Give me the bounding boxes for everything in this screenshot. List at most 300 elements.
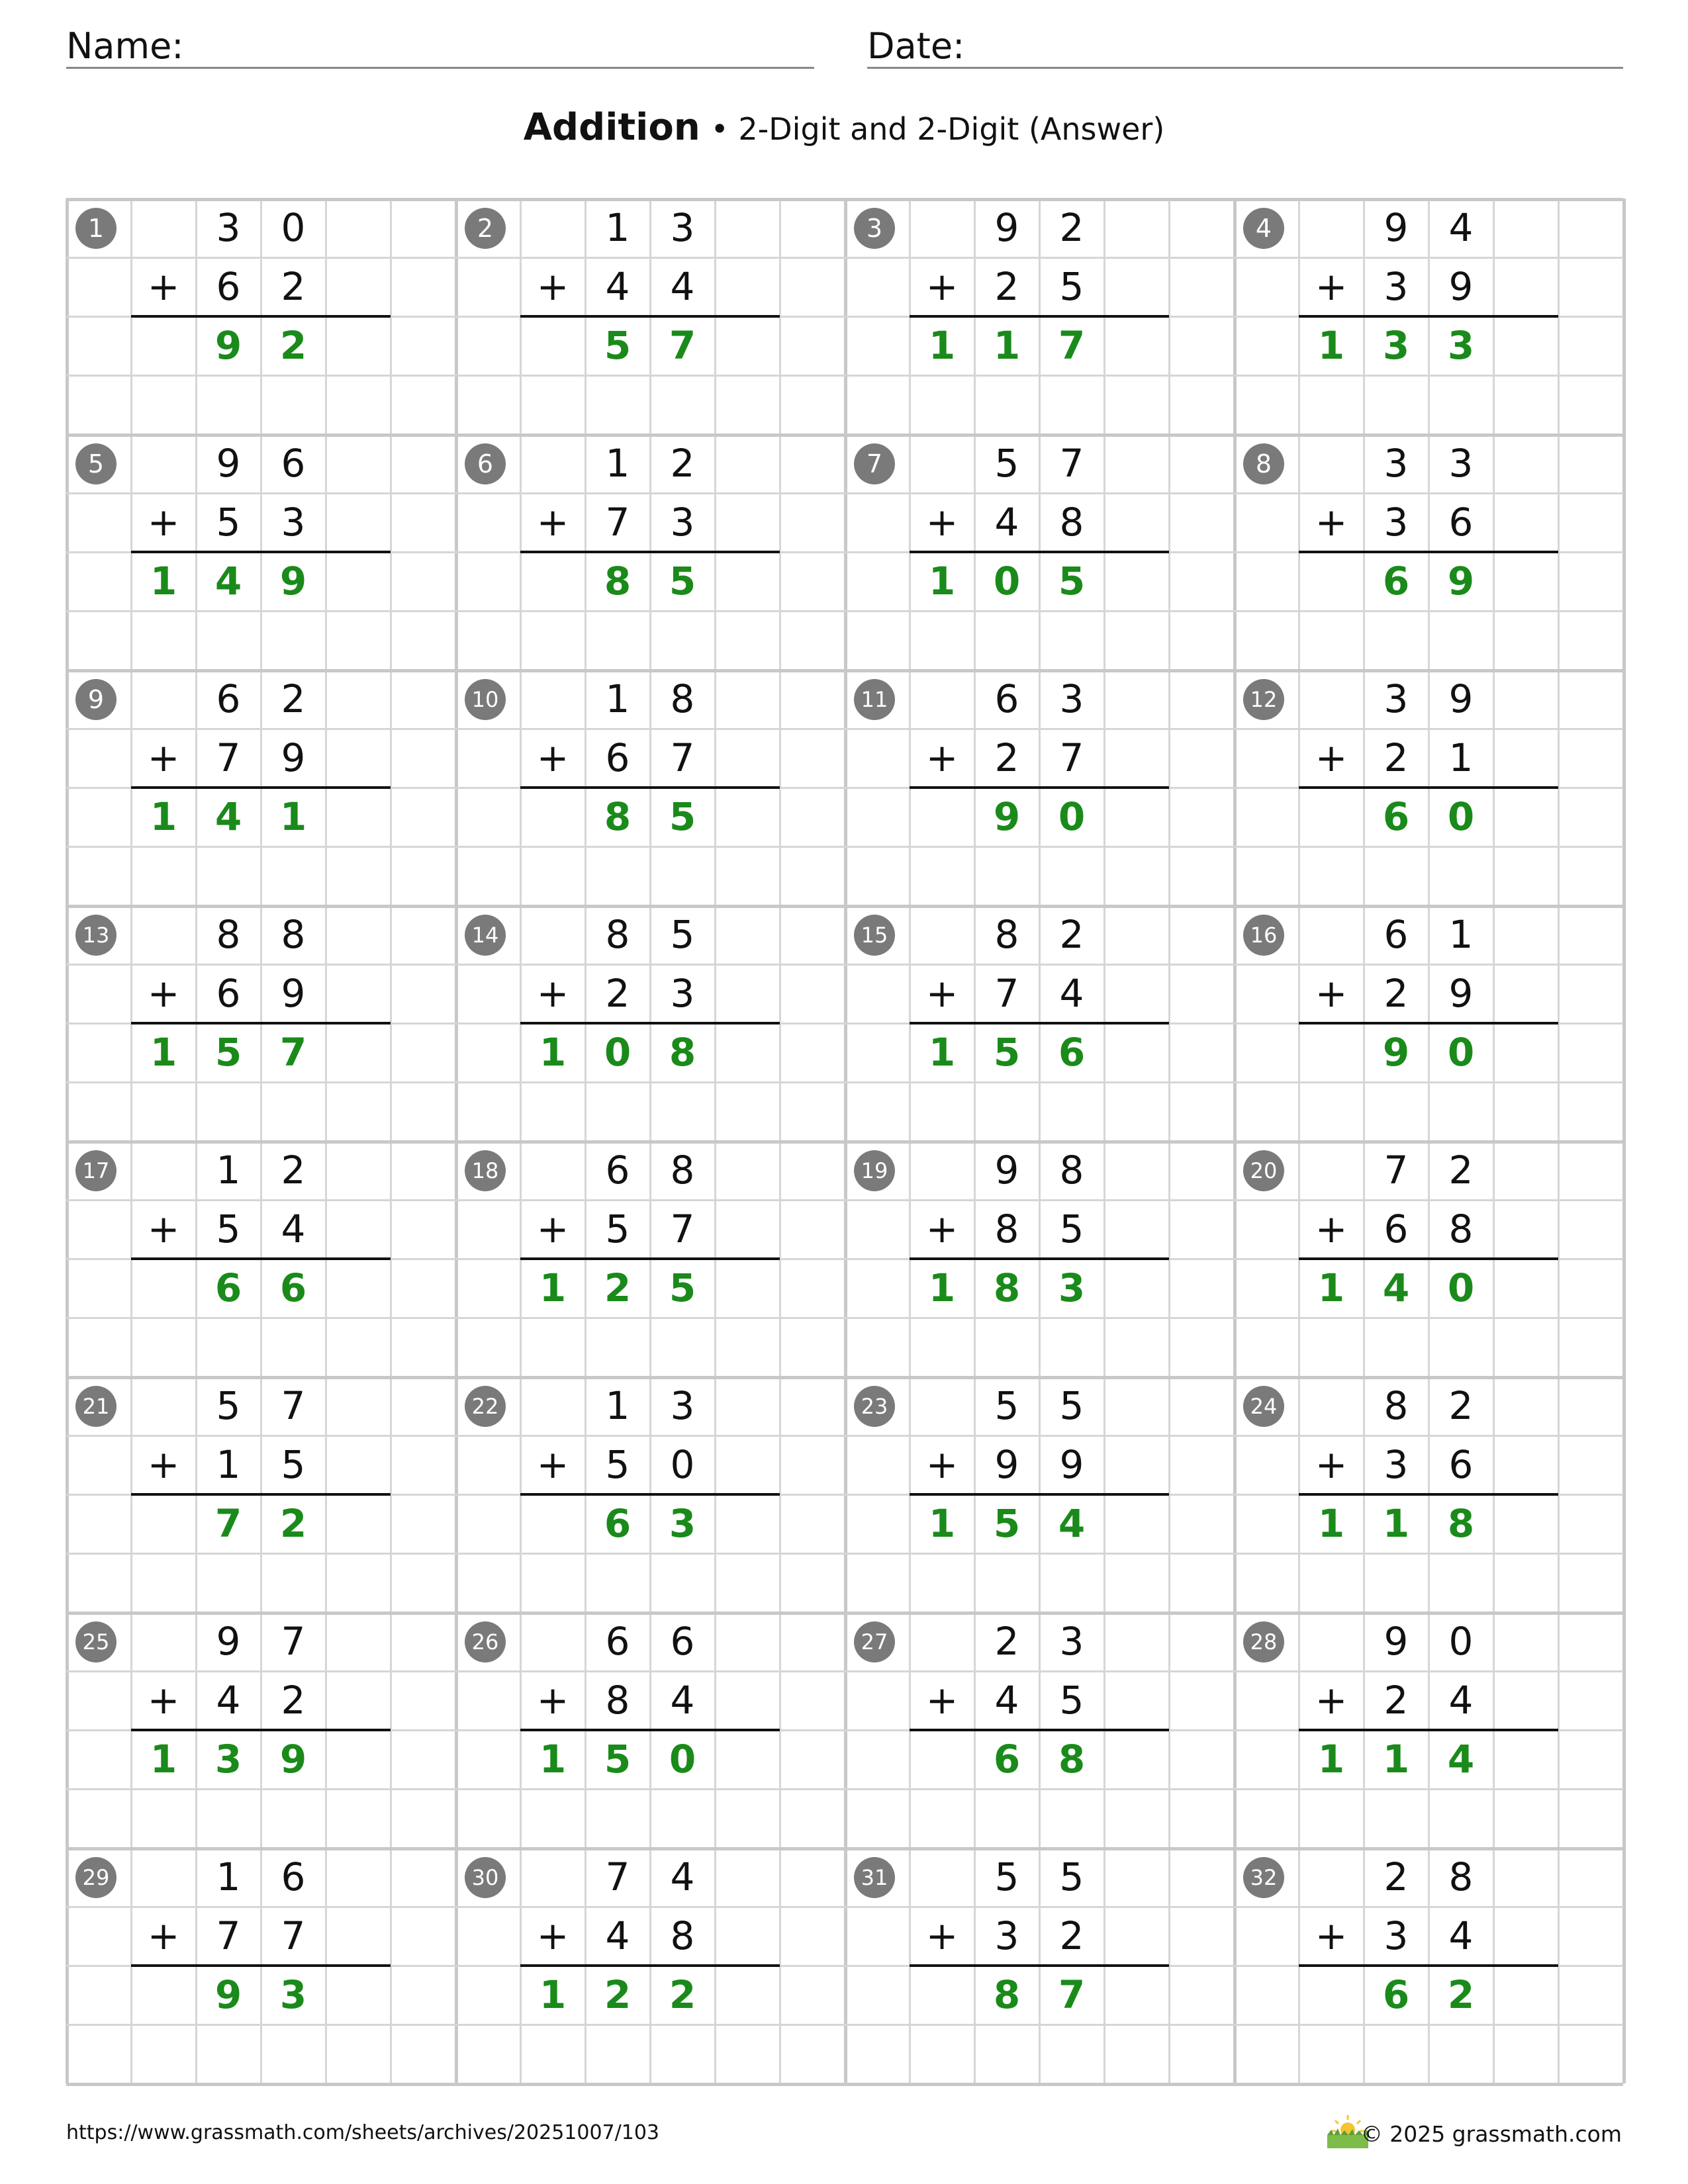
answer-digit: 0	[1058, 794, 1086, 839]
problem	[66, 670, 455, 905]
plus-sign: +	[925, 500, 959, 545]
addend-bottom-digit: 5	[281, 1442, 306, 1487]
answer-digit: 1	[150, 794, 177, 839]
title-subtitle: • 2-Digit and 2-Digit (Answer)	[710, 111, 1165, 147]
addend-bottom-digit: 2	[605, 971, 630, 1016]
answer-digit: 9	[214, 1972, 242, 2017]
problem-number-badge: 17	[75, 1150, 117, 1191]
addend-top-digit: 9	[994, 205, 1019, 250]
answer-digit: 6	[1382, 794, 1410, 839]
answer-digit: 8	[993, 1265, 1021, 1310]
plus-sign: +	[536, 500, 569, 545]
problem-number-badge: 28	[1243, 1621, 1284, 1662]
addend-top-digit: 1	[605, 205, 630, 250]
addend-bottom-digit: 6	[216, 264, 241, 309]
answer-digit: 1	[539, 1972, 567, 2017]
problem-number-badge: 18	[465, 1150, 506, 1191]
addend-bottom-digit: 2	[994, 735, 1019, 780]
answer-digit: 1	[928, 1030, 956, 1075]
addend-bottom-digit: 7	[216, 735, 241, 780]
problem	[845, 1377, 1234, 1612]
answer-digit: 2	[604, 1972, 632, 2017]
addend-bottom-digit: 5	[605, 1442, 630, 1487]
addend-bottom-digit: 3	[281, 500, 306, 545]
problem-number-badge: 19	[854, 1150, 895, 1191]
problem	[845, 1612, 1234, 1848]
addend-bottom-digit: 2	[1383, 1678, 1409, 1723]
problem	[1234, 1377, 1623, 1612]
addend-top-digit: 5	[994, 1854, 1019, 1899]
addend-bottom-digit: 6	[1448, 500, 1474, 545]
answer-digit: 6	[279, 1265, 307, 1310]
plus-sign: +	[147, 1442, 180, 1487]
addend-bottom-digit: 2	[281, 1678, 306, 1723]
problem	[455, 1141, 845, 1377]
plus-sign: +	[147, 264, 180, 309]
problem-number-badge: 14	[465, 915, 506, 956]
problem	[845, 199, 1234, 434]
problem-number-badge: 21	[75, 1386, 117, 1427]
plus-sign: +	[925, 1442, 959, 1487]
addend-bottom-digit: 7	[994, 971, 1019, 1016]
addend-top-digit: 6	[281, 1854, 306, 1899]
addend-bottom-digit: 6	[1448, 1442, 1474, 1487]
answer-digit: 5	[669, 559, 696, 604]
problem	[66, 1612, 455, 1848]
addend-bottom-digit: 5	[216, 500, 241, 545]
problem-number-badge: 2	[465, 208, 506, 249]
problem	[1234, 199, 1623, 434]
problem-number-badge: 22	[465, 1386, 506, 1427]
problem-number-badge: 23	[854, 1386, 895, 1427]
addend-top-digit: 6	[216, 676, 241, 721]
addend-bottom-digit: 9	[994, 1442, 1019, 1487]
answer-digit: 1	[150, 559, 177, 604]
addend-top-digit: 5	[670, 912, 695, 957]
addend-bottom-digit: 0	[670, 1442, 695, 1487]
addend-top-digit: 6	[605, 1148, 630, 1193]
answer-digit: 2	[1447, 1972, 1475, 2017]
answer-digit: 0	[1447, 1265, 1475, 1310]
addend-bottom-digit: 8	[1448, 1206, 1474, 1251]
addend-top-digit: 9	[216, 441, 241, 486]
plus-sign: +	[536, 1442, 569, 1487]
plus-sign: +	[147, 1678, 180, 1723]
addend-top-digit: 7	[281, 1383, 306, 1428]
problem	[66, 434, 455, 670]
problem-number-badge: 25	[75, 1621, 117, 1662]
addend-top-digit: 8	[670, 676, 695, 721]
answer-digit: 8	[604, 559, 632, 604]
problem	[66, 1141, 455, 1377]
problem-number-badge: 5	[75, 443, 117, 484]
addend-top-digit: 1	[216, 1148, 241, 1193]
answer-digit: 1	[1382, 1501, 1410, 1546]
problem-number-badge: 8	[1243, 443, 1284, 484]
addend-top-digit: 9	[216, 1619, 241, 1664]
problem-number-badge: 30	[465, 1857, 506, 1898]
addend-bottom-digit: 4	[994, 500, 1019, 545]
problem-number-badge: 29	[75, 1857, 117, 1898]
answer-digit: 7	[669, 323, 696, 368]
answer-digit: 5	[604, 1737, 632, 1782]
addend-bottom-digit: 4	[1059, 971, 1084, 1016]
problem-number-badge: 10	[465, 679, 506, 720]
plus-sign: +	[925, 1913, 959, 1958]
addend-bottom-digit: 7	[216, 1913, 241, 1958]
worksheet-title	[0, 106, 1688, 149]
addend-bottom-digit: 4	[605, 264, 630, 309]
answer-digit: 4	[214, 559, 242, 604]
addend-bottom-digit: 3	[1383, 1442, 1409, 1487]
addend-bottom-digit: 6	[605, 735, 630, 780]
addend-bottom-digit: 9	[281, 735, 306, 780]
answer-digit: 9	[279, 1737, 307, 1782]
answer-digit: 9	[1447, 559, 1475, 604]
answer-digit: 1	[539, 1030, 567, 1075]
addend-top-digit: 3	[1383, 441, 1409, 486]
answer-digit: 3	[1058, 1265, 1086, 1310]
answer-digit: 6	[604, 1501, 632, 1546]
answer-digit: 3	[279, 1972, 307, 2017]
answer-digit: 0	[1447, 1030, 1475, 1075]
addend-top-digit: 0	[1448, 1619, 1474, 1664]
plus-sign: +	[1315, 500, 1348, 545]
addend-bottom-digit: 9	[1059, 1442, 1084, 1487]
problem-number-badge: 24	[1243, 1386, 1284, 1427]
addend-bottom-digit: 9	[1448, 264, 1474, 309]
plus-sign: +	[536, 1913, 569, 1958]
plus-sign: +	[536, 264, 569, 309]
addend-bottom-digit: 5	[216, 1206, 241, 1251]
addend-top-digit: 5	[216, 1383, 241, 1428]
answer-digit: 9	[993, 794, 1021, 839]
problem	[1234, 905, 1623, 1141]
answer-digit: 0	[669, 1737, 696, 1782]
addend-top-digit: 3	[670, 1383, 695, 1428]
plus-sign: +	[925, 264, 959, 309]
answer-digit: 8	[669, 1030, 696, 1075]
addend-bottom-digit: 7	[605, 500, 630, 545]
addend-bottom-digit: 4	[216, 1678, 241, 1723]
problem-number-badge: 31	[854, 1857, 895, 1898]
answer-digit: 1	[150, 1030, 177, 1075]
addend-top-digit: 1	[605, 1383, 630, 1428]
addend-top-digit: 9	[1383, 1619, 1409, 1664]
addend-bottom-digit: 4	[605, 1913, 630, 1958]
plus-sign: +	[1315, 1678, 1348, 1723]
answer-digit: 6	[1058, 1030, 1086, 1075]
addend-top-digit: 9	[1448, 676, 1474, 721]
problem	[455, 905, 845, 1141]
addend-top-digit: 3	[1059, 1619, 1084, 1664]
answer-digit: 0	[993, 559, 1021, 604]
addend-bottom-digit: 9	[281, 971, 306, 1016]
plus-sign: +	[147, 500, 180, 545]
answer-digit: 5	[214, 1030, 242, 1075]
addend-bottom-digit: 3	[1383, 264, 1409, 309]
addend-bottom-digit: 8	[605, 1678, 630, 1723]
addend-top-digit: 2	[1448, 1383, 1474, 1428]
answer-digit: 1	[539, 1265, 567, 1310]
addend-bottom-digit: 3	[670, 971, 695, 1016]
addend-top-digit: 6	[605, 1619, 630, 1664]
addend-top-digit: 2	[1448, 1148, 1474, 1193]
answer-digit: 1	[150, 1737, 177, 1782]
answer-digit: 5	[993, 1501, 1021, 1546]
addend-top-digit: 6	[1383, 912, 1409, 957]
problem	[66, 1848, 455, 2083]
answer-digit: 5	[1058, 559, 1086, 604]
addend-bottom-digit: 8	[1059, 500, 1084, 545]
answer-digit: 7	[279, 1030, 307, 1075]
addend-top-digit: 3	[1383, 676, 1409, 721]
addend-top-digit: 8	[1383, 1383, 1409, 1428]
addend-top-digit: 7	[1383, 1148, 1409, 1193]
addend-top-digit: 8	[1059, 1148, 1084, 1193]
problem	[1234, 1141, 1623, 1377]
addend-bottom-digit: 8	[994, 1206, 1019, 1251]
answer-digit: 1	[1317, 1737, 1345, 1782]
answer-digit: 1	[279, 794, 307, 839]
plus-sign: +	[147, 1913, 180, 1958]
addend-top-digit: 2	[994, 1619, 1019, 1664]
addend-top-digit: 5	[994, 1383, 1019, 1428]
plus-sign: +	[925, 971, 959, 1016]
addend-top-digit: 2	[1059, 205, 1084, 250]
problem-number-badge: 15	[854, 915, 895, 956]
addend-top-digit: 9	[1383, 205, 1409, 250]
answer-digit: 1	[1317, 323, 1345, 368]
answer-digit: 0	[1447, 794, 1475, 839]
problem-number-badge: 4	[1243, 208, 1284, 249]
addend-top-digit: 1	[605, 441, 630, 486]
plus-sign: +	[1315, 264, 1348, 309]
problem	[455, 670, 845, 905]
answer-digit: 1	[928, 1265, 956, 1310]
answer-digit: 4	[214, 794, 242, 839]
answer-digit: 1	[928, 1501, 956, 1546]
answer-digit: 2	[604, 1265, 632, 1310]
answer-digit: 7	[214, 1501, 242, 1546]
answer-digit: 9	[214, 323, 242, 368]
answer-digit: 4	[1382, 1265, 1410, 1310]
addend-top-digit: 7	[1059, 441, 1084, 486]
addend-top-digit: 3	[1059, 676, 1084, 721]
addend-bottom-digit: 2	[1383, 735, 1409, 780]
problem-grid	[66, 199, 1623, 2083]
answer-digit: 0	[604, 1030, 632, 1075]
addend-bottom-digit: 7	[670, 735, 695, 780]
addend-bottom-digit: 4	[670, 264, 695, 309]
addend-top-digit: 2	[1059, 912, 1084, 957]
addend-bottom-digit: 7	[281, 1913, 306, 1958]
answer-digit: 1	[1317, 1501, 1345, 1546]
problem	[845, 434, 1234, 670]
addend-bottom-digit: 3	[994, 1913, 1019, 1958]
answer-digit: 6	[1382, 559, 1410, 604]
answer-digit: 3	[1447, 323, 1475, 368]
addend-top-digit: 1	[1448, 912, 1474, 957]
addend-top-digit: 2	[281, 1148, 306, 1193]
addend-top-digit: 4	[670, 1854, 695, 1899]
problem-number-badge: 7	[854, 443, 895, 484]
problem-number-badge: 12	[1243, 679, 1284, 720]
addend-bottom-digit: 4	[281, 1206, 306, 1251]
addend-bottom-digit: 5	[1059, 1678, 1084, 1723]
problem-number-badge: 13	[75, 915, 117, 956]
plus-sign: +	[147, 735, 180, 780]
answer-digit: 1	[1382, 1737, 1410, 1782]
answer-digit: 1	[928, 559, 956, 604]
addend-bottom-digit: 3	[1383, 500, 1409, 545]
problem-number-badge: 6	[465, 443, 506, 484]
addend-top-digit: 2	[670, 441, 695, 486]
answer-digit: 1	[539, 1737, 567, 1782]
answer-digit: 3	[1382, 323, 1410, 368]
addend-top-digit: 8	[670, 1148, 695, 1193]
footer-url: https://www.grassmath.com/sheets/archives/20251007/103	[66, 2121, 660, 2144]
plus-sign: +	[925, 1678, 959, 1723]
answer-digit: 4	[1447, 1737, 1475, 1782]
problem-number-badge: 3	[854, 208, 895, 249]
answer-digit: 2	[669, 1972, 696, 2017]
problem-number-badge: 9	[75, 679, 117, 720]
answer-digit: 3	[669, 1501, 696, 1546]
addend-bottom-digit: 4	[1448, 1913, 1474, 1958]
addend-bottom-digit: 4	[670, 1678, 695, 1723]
problem	[845, 905, 1234, 1141]
problem	[1234, 1612, 1623, 1848]
addend-bottom-digit: 7	[1059, 735, 1084, 780]
problem-number-badge: 20	[1243, 1150, 1284, 1191]
answer-digit: 5	[669, 1265, 696, 1310]
plus-sign: +	[925, 735, 959, 780]
name-label: Name:	[66, 25, 184, 67]
addend-bottom-digit: 4	[994, 1678, 1019, 1723]
addend-bottom-digit: 6	[1383, 1206, 1409, 1251]
footer-copyright: © 2025 grassmath.com	[1360, 2121, 1622, 2147]
answer-digit: 2	[279, 323, 307, 368]
answer-digit: 1	[928, 323, 956, 368]
answer-digit: 8	[1058, 1737, 1086, 1782]
problem	[66, 199, 455, 434]
addend-bottom-digit: 5	[1059, 1206, 1084, 1251]
answer-digit: 3	[214, 1737, 242, 1782]
plus-sign: +	[147, 971, 180, 1016]
plus-sign: +	[1315, 971, 1348, 1016]
addend-bottom-digit: 5	[605, 1206, 630, 1251]
addend-top-digit: 8	[605, 912, 630, 957]
answer-digit: 2	[279, 1501, 307, 1546]
answer-digit: 8	[604, 794, 632, 839]
problem-number-badge: 32	[1243, 1857, 1284, 1898]
addend-top-digit: 4	[1448, 205, 1474, 250]
answer-digit: 1	[993, 323, 1021, 368]
answer-digit: 6	[993, 1737, 1021, 1782]
plus-sign: +	[1315, 1206, 1348, 1251]
problem	[1234, 434, 1623, 670]
answer-digit: 8	[1447, 1501, 1475, 1546]
addend-top-digit: 6	[994, 676, 1019, 721]
addend-bottom-digit: 8	[670, 1913, 695, 1958]
addend-top-digit: 2	[1383, 1854, 1409, 1899]
addend-top-digit: 7	[605, 1854, 630, 1899]
answer-digit: 4	[1058, 1501, 1086, 1546]
problem-number-badge: 11	[854, 679, 895, 720]
plus-sign: +	[147, 1206, 180, 1251]
answer-digit: 9	[1382, 1030, 1410, 1075]
addend-top-digit: 0	[281, 205, 306, 250]
problem	[66, 1377, 455, 1612]
addend-bottom-digit: 6	[216, 971, 241, 1016]
answer-digit: 6	[1382, 1972, 1410, 2017]
addend-top-digit: 3	[216, 205, 241, 250]
plus-sign: +	[536, 1206, 569, 1251]
answer-digit: 5	[604, 323, 632, 368]
problem	[455, 1848, 845, 2083]
addend-top-digit: 6	[670, 1619, 695, 1664]
plus-sign: +	[925, 1206, 959, 1251]
answer-digit: 7	[1058, 323, 1086, 368]
addend-top-digit: 2	[281, 676, 306, 721]
addend-top-digit: 8	[216, 912, 241, 957]
problem	[455, 434, 845, 670]
addend-top-digit: 3	[1448, 441, 1474, 486]
problem	[455, 1612, 845, 1848]
addend-bottom-digit: 4	[1448, 1678, 1474, 1723]
addend-top-digit: 1	[216, 1854, 241, 1899]
addend-top-digit: 8	[281, 912, 306, 957]
addend-top-digit: 5	[994, 441, 1019, 486]
problem-number-badge: 16	[1243, 915, 1284, 956]
addend-bottom-digit: 5	[1059, 264, 1084, 309]
addend-top-digit: 5	[1059, 1854, 1084, 1899]
answer-digit: 8	[993, 1972, 1021, 2017]
addend-top-digit: 9	[994, 1148, 1019, 1193]
date-field-line[interactable]	[867, 67, 1623, 69]
answer-digit: 6	[214, 1265, 242, 1310]
addend-bottom-digit: 9	[1448, 971, 1474, 1016]
addend-bottom-digit: 2	[281, 264, 306, 309]
addend-bottom-digit: 7	[670, 1206, 695, 1251]
addend-top-digit: 6	[281, 441, 306, 486]
addend-top-digit: 8	[1448, 1854, 1474, 1899]
problem	[455, 199, 845, 434]
plus-sign: +	[1315, 735, 1348, 780]
title-main: Addition	[523, 106, 700, 149]
addend-top-digit: 1	[605, 676, 630, 721]
date-label: Date:	[867, 25, 965, 67]
problem-number-badge: 1	[75, 208, 117, 249]
addend-top-digit: 8	[994, 912, 1019, 957]
addend-top-digit: 5	[1059, 1383, 1084, 1428]
problem	[845, 1141, 1234, 1377]
problem	[845, 670, 1234, 905]
problem	[845, 1848, 1234, 2083]
problem	[66, 905, 455, 1141]
name-field-line[interactable]	[66, 67, 814, 69]
answer-digit: 9	[279, 559, 307, 604]
addend-top-digit: 7	[281, 1619, 306, 1664]
problem-number-badge: 26	[465, 1621, 506, 1662]
addend-bottom-digit: 2	[1383, 971, 1409, 1016]
answer-digit: 5	[669, 794, 696, 839]
problem	[455, 1377, 845, 1612]
plus-sign: +	[536, 971, 569, 1016]
addend-bottom-digit: 3	[1383, 1913, 1409, 1958]
addend-bottom-digit: 2	[994, 264, 1019, 309]
